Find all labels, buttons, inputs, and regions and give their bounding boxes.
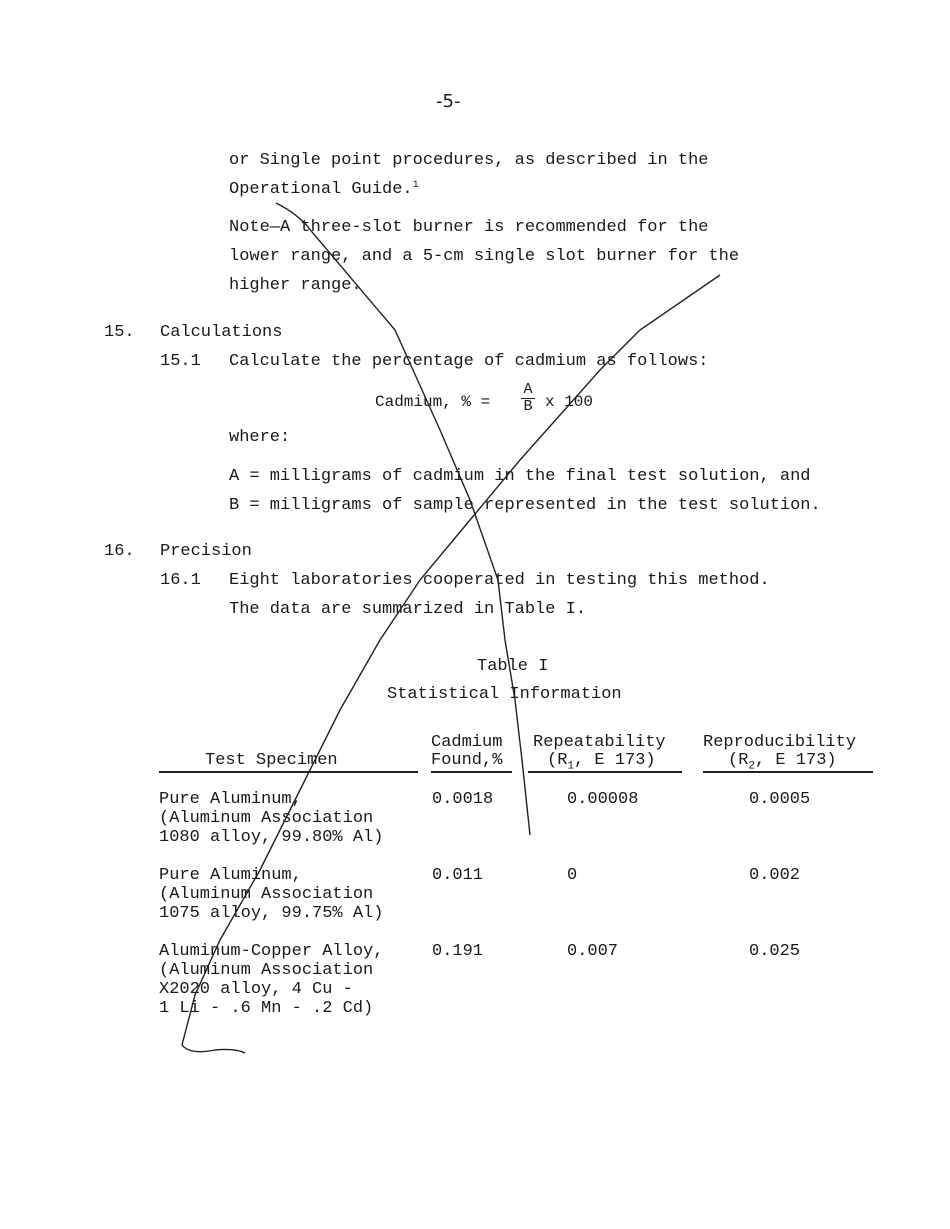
section-15-number: 15.: [104, 323, 135, 342]
section-16-1-line-1: Eight laboratories cooperated in testing this method.: [229, 571, 770, 590]
specimen-line: (Aluminum Association: [159, 885, 374, 904]
intro-line-1: or Single point procedures, as described in the: [229, 151, 709, 170]
formula-denominator: B: [523, 398, 533, 415]
header-cadmium-line-1: Cadmium: [431, 733, 503, 752]
header-rule-repeatability: [528, 771, 682, 773]
formula-lhs: Cadmium, % =: [375, 393, 491, 411]
cadmium-value: 0.011: [432, 866, 484, 885]
specimen-line: Pure Aluminum,: [159, 866, 302, 885]
reprod-subscript: 2: [748, 760, 756, 773]
specimen-line: X2020 alloy, 4 Cu -: [159, 980, 353, 999]
note-line-3: higher range.: [229, 276, 362, 295]
header-cadmium-line-2: Found,%: [431, 751, 503, 770]
section-16-1-number: 16.1: [160, 571, 201, 590]
where-label: where:: [229, 428, 291, 447]
definition-b: B = milligrams of sample represented in the test solution.: [229, 496, 821, 515]
repeat-subscript: 1: [567, 760, 575, 773]
formula-numerator: A: [523, 381, 533, 398]
section-15-1-text: Calculate the percentage of cadmium as follows:: [229, 352, 709, 371]
page-number: -5-: [436, 91, 461, 112]
header-repeatability-line-1: Repeatability: [533, 733, 666, 752]
formula-rhs: x 100: [545, 393, 594, 411]
specimen-line: (Aluminum Association: [159, 961, 374, 980]
section-15-1-number: 15.1: [160, 352, 201, 371]
definition-a: A = milligrams of cadmium in the final test solution, and: [229, 467, 811, 486]
header-test-specimen: Test Specimen: [205, 751, 338, 770]
reproducibility-value: 0.025: [749, 942, 801, 961]
table-subtitle: Statistical Information: [387, 685, 622, 704]
repeatability-value: 0.007: [567, 942, 619, 961]
repeat-r: (R: [547, 751, 568, 770]
reprod-r: (R: [728, 751, 749, 770]
section-16-1-line-2: The data are summarized in Table I.: [229, 600, 587, 619]
header-rule-specimen: [159, 771, 418, 773]
cadmium-value: 0.191: [432, 942, 484, 961]
section-16-number: 16.: [104, 542, 135, 561]
note-line-1: Note—A three-slot burner is recommended for the: [229, 218, 709, 237]
specimen-line: 1 Li - .6 Mn - .2 Cd): [159, 999, 374, 1018]
specimen-line: 1080 alloy, 99.80% Al): [159, 828, 384, 847]
note-line-2: lower range, and a 5-cm single slot burner for the: [229, 247, 740, 266]
specimen-line: (Aluminum Association: [159, 809, 374, 828]
specimen-line: Pure Aluminum,: [159, 790, 302, 809]
repeat-standard: , E 173): [574, 751, 656, 770]
header-rule-reproducibility: [703, 771, 873, 773]
reprod-standard: , E 173): [755, 751, 837, 770]
table-title: Table I: [477, 657, 549, 676]
repeatability-value: 0.00008: [567, 790, 639, 809]
section-16-title: Precision: [160, 542, 252, 561]
header-rule-cadmium: [431, 771, 512, 773]
header-reproducibility-line-1: Reproducibility: [703, 733, 857, 752]
intro-line-2: [229, 180, 419, 200]
specimen-line: 1075 alloy, 99.75% Al): [159, 904, 384, 923]
repeatability-value: 0: [567, 866, 578, 885]
footnote-ref: 1: [412, 180, 419, 191]
formula-fraction: [521, 383, 535, 414]
cadmium-value: 0.0018: [432, 790, 494, 809]
reproducibility-value: 0.0005: [749, 790, 811, 809]
reproducibility-value: 0.002: [749, 866, 801, 885]
section-15-title: Calculations: [160, 323, 283, 342]
intro-line-2-text: Operational Guide.: [229, 180, 413, 199]
specimen-line: Aluminum-Copper Alloy,: [159, 942, 384, 961]
